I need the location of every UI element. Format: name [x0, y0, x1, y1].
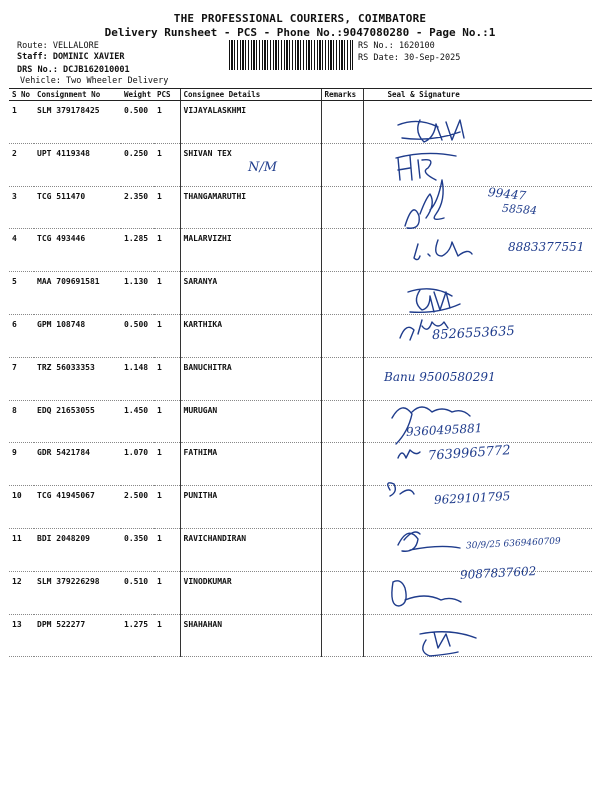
row-sno: 7 — [9, 357, 34, 400]
col-header-weight: Weight — [121, 89, 154, 101]
row-pcs: 1 — [154, 357, 180, 400]
row-remarks — [321, 486, 363, 529]
row-sno: 13 — [9, 614, 34, 657]
row-signature — [363, 101, 592, 144]
row-consignment-no: TRZ 56033353 — [34, 357, 121, 400]
row-consignee: MALARVIZHI — [180, 229, 321, 272]
row-consignment-no: TCG 511470 — [34, 186, 121, 229]
handwritten-phone-row4: 8883377551 — [508, 240, 585, 254]
handwritten-phone-row12: 9087837602 — [459, 564, 537, 582]
table-row — [9, 272, 592, 315]
row-weight: 2.500 — [121, 486, 154, 529]
row-remarks — [321, 314, 363, 357]
row-pcs: 1 — [154, 272, 180, 315]
row-weight: 0.350 — [121, 528, 154, 571]
row-remarks — [321, 571, 363, 614]
row-consignment-no: DPM 522277 — [34, 614, 121, 657]
row-pcs: 1 — [154, 101, 180, 144]
handwritten-phone-row9: 7639965772 — [427, 443, 512, 464]
row-weight: 1.275 — [121, 614, 154, 657]
row-sno: 3 — [9, 186, 34, 229]
table-row — [9, 229, 592, 272]
row-weight: 0.250 — [121, 143, 154, 186]
row-sno: 1 — [9, 101, 34, 144]
row-sno: 10 — [9, 486, 34, 529]
row-sno: 2 — [9, 143, 34, 186]
row-sno: 5 — [9, 272, 34, 315]
row-remarks — [321, 614, 363, 657]
row-sno: 12 — [9, 571, 34, 614]
table-header-row — [9, 89, 592, 101]
row-consignment-no: UPT 4119348 — [34, 143, 121, 186]
table-row — [9, 614, 592, 657]
row-sno: 6 — [9, 314, 34, 357]
row-consignee: VINODKUMAR — [180, 571, 321, 614]
row-signature — [363, 186, 592, 229]
handwritten-note-row2: N/M — [248, 160, 278, 175]
drs-label: DRS No.: DCJB162010001 — [17, 65, 130, 75]
rs-date: RS Date: 30-Sep-2025 — [358, 53, 461, 63]
row-consignee: SARANYA — [180, 272, 321, 315]
row-pcs: 1 — [154, 571, 180, 614]
rs-number: RS No.: 1620100 — [358, 41, 435, 51]
row-consignment-no: SLM 379226298 — [34, 571, 121, 614]
row-consignee: KARTHIKA — [180, 314, 321, 357]
row-consignment-no: MAA 709691581 — [34, 272, 121, 315]
col-header-consignment: Consignment No — [34, 89, 121, 101]
row-consignment-no: GDR 5421784 — [34, 443, 121, 486]
handwritten-phone-row6: 8526553635 — [431, 323, 516, 344]
col-header-signature: Seal & Signature — [363, 89, 592, 101]
row-consignee: VIJAYALASKHMI — [180, 101, 321, 144]
row-consignment-no: EDQ 21653055 — [34, 400, 121, 443]
row-remarks — [321, 272, 363, 315]
row-pcs: 1 — [154, 186, 180, 229]
runsheet-subtitle: Delivery Runsheet - PCS - Phone No.:9047080280 - Page No.:1 — [104, 26, 496, 39]
row-consignment-no: TCG 41945067 — [34, 486, 121, 529]
row-pcs: 1 — [154, 229, 180, 272]
handwritten-phone-row10: 9629101795 — [433, 489, 511, 507]
row-remarks — [321, 143, 363, 186]
row-consignee: FATHIMA — [180, 443, 321, 486]
row-remarks — [321, 528, 363, 571]
vehicle-label: Vehicle: Two Wheeler Delivery — [20, 76, 169, 86]
col-header-consignee: Consignee Details — [180, 89, 321, 101]
row-pcs: 1 — [154, 443, 180, 486]
row-signature — [363, 272, 592, 315]
row-consignee: RAVICHANDIRAN — [180, 528, 321, 571]
row-remarks — [321, 186, 363, 229]
row-weight: 0.510 — [121, 571, 154, 614]
row-consignment-no: GPM 108748 — [34, 314, 121, 357]
row-remarks — [321, 443, 363, 486]
row-sno: 11 — [9, 528, 34, 571]
handwritten-phone-row7: Banu 9500580291 — [384, 370, 496, 384]
row-consignment-no: BDI 2048209 — [34, 528, 121, 571]
row-pcs: 1 — [154, 528, 180, 571]
table-row — [9, 143, 592, 186]
row-weight: 0.500 — [121, 101, 154, 144]
row-pcs: 1 — [154, 486, 180, 529]
table-row — [9, 357, 592, 400]
row-weight: 1.130 — [121, 272, 154, 315]
row-remarks — [321, 357, 363, 400]
row-consignment-no: SLM 379178425 — [34, 101, 121, 144]
row-remarks — [321, 101, 363, 144]
row-signature — [363, 143, 592, 186]
row-pcs: 1 — [154, 614, 180, 657]
row-weight: 1.070 — [121, 443, 154, 486]
row-signature — [363, 614, 592, 657]
row-consignee: PUNITHA — [180, 486, 321, 529]
row-sno: 9 — [9, 443, 34, 486]
row-weight: 1.148 — [121, 357, 154, 400]
row-consignee: MURUGAN — [180, 400, 321, 443]
row-pcs: 1 — [154, 314, 180, 357]
row-weight: 1.285 — [121, 229, 154, 272]
row-consignee: SHAHAHAN — [180, 614, 321, 657]
row-remarks — [321, 400, 363, 443]
row-weight: 2.350 — [121, 186, 154, 229]
col-header-sno: S No — [9, 89, 34, 101]
staff-label: Staff: DOMINIC XAVIER — [17, 52, 125, 62]
handwritten-phone-row3a: 99447 — [487, 185, 527, 203]
col-header-remarks: Remarks — [321, 89, 363, 101]
handwritten-phone-row11: 30/9/25 6369460709 — [465, 536, 562, 552]
row-pcs: 1 — [154, 400, 180, 443]
row-consignment-no: TCG 493446 — [34, 229, 121, 272]
table-row — [9, 101, 592, 144]
row-consignee: SHIVAN TEX — [180, 143, 321, 186]
barcode — [229, 40, 353, 70]
company-title: THE PROFESSIONAL COURIERS, COIMBATORE — [173, 12, 427, 25]
handwritten-phone-row8: 9360495881 — [405, 421, 483, 439]
row-weight: 1.450 — [121, 400, 154, 443]
row-sno: 4 — [9, 229, 34, 272]
handwritten-phone-row3b: 58584 — [501, 201, 538, 218]
route-label: Route: VELLALORE — [17, 41, 99, 51]
row-weight: 0.500 — [121, 314, 154, 357]
table-row — [9, 400, 592, 443]
col-header-pcs: PCS — [154, 89, 180, 101]
row-sno: 8 — [9, 400, 34, 443]
row-consignee: BANUCHITRA — [180, 357, 321, 400]
row-consignee: THANGAMARUTHI — [180, 186, 321, 229]
row-remarks — [321, 229, 363, 272]
row-pcs: 1 — [154, 143, 180, 186]
